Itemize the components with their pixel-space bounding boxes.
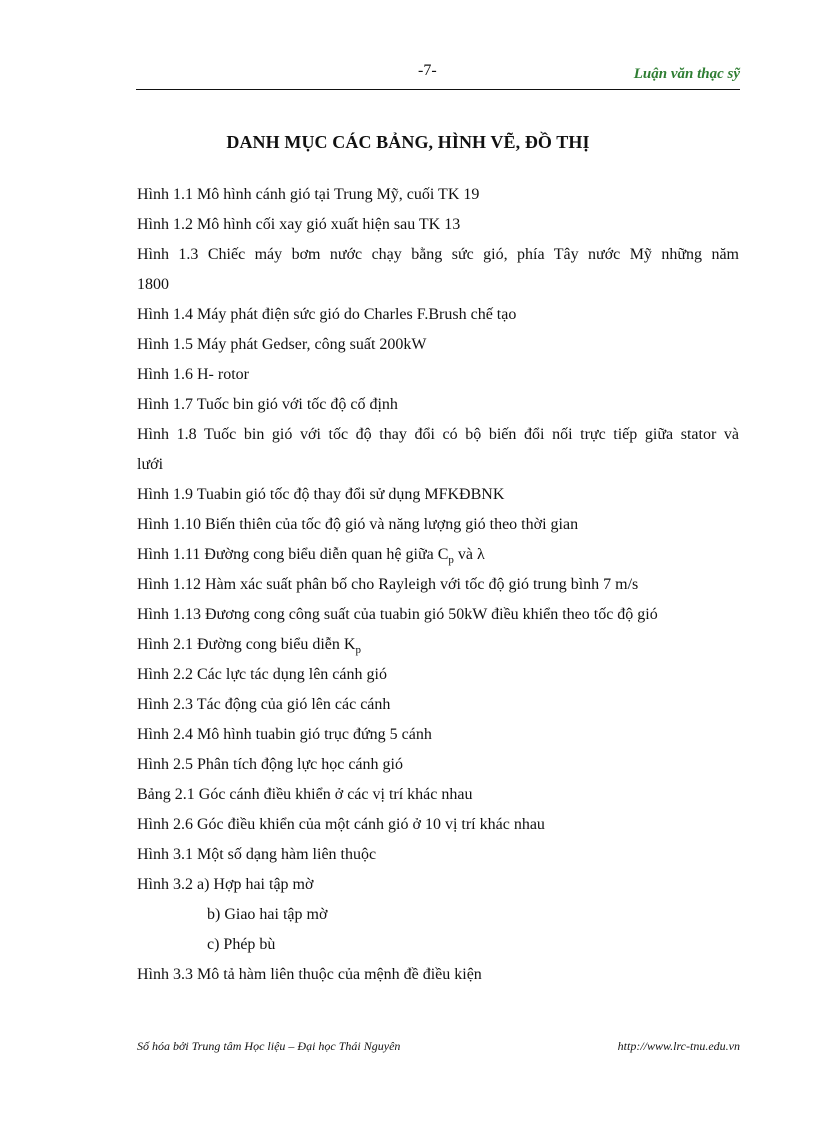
subscript: p <box>355 644 361 656</box>
header-title: Luận văn thạc sỹ <box>633 66 740 82</box>
list-item: Hình 1.8 Tuốc bin gió với tốc độ thay đổi có bộ biến đổi nối trực tiếp giữa stator và <box>137 426 739 443</box>
list-item: Hình 1.2 Mô hình cối xay gió xuất hiện sau TK 13 <box>137 216 461 233</box>
list-item: Hình 1.3 Chiếc máy bơm nước chạy bằng sức gió, phía Tây nước Mỹ những năm <box>137 246 739 263</box>
footer-source: Số hóa bởi Trung tâm Học liệu – Đại học Thái Nguyên <box>137 1039 401 1053</box>
list-item: Hình 1.10 Biến thiên của tốc độ gió và năng lượng gió theo thời gian <box>137 516 579 533</box>
list-item: Hình 2.5 Phân tích động lực học cánh gió <box>137 756 403 773</box>
list-item <box>137 630 739 660</box>
list-item-continuation: lưới <box>137 456 164 473</box>
footer-url: http://www.lrc-tnu.edu.vn <box>617 1039 740 1053</box>
list-item: Hình 2.3 Tác động của gió lên các cánh <box>137 696 391 713</box>
list-item-text: Hình 2.1 Đường cong biểu diễn K <box>137 636 356 653</box>
list-item: Hình 1.7 Tuốc bin gió với tốc độ cố định <box>137 396 398 413</box>
list-item: Hình 2.2 Các lực tác dụng lên cánh gió <box>137 666 387 683</box>
list-item-text: và λ <box>453 546 485 563</box>
list-item: Bảng 2.1 Góc cánh điều khiển ở các vị trí khác nhau <box>137 786 473 803</box>
list-item: Hình 1.12 Hàm xác suất phân bố cho Rayleigh với tốc độ gió trung bình 7 m/s <box>137 576 639 593</box>
list-item-sub: c) Phép bù <box>207 936 276 953</box>
list-item: Hình 1.13 Đương cong công suất của tuabin gió 50kW điều khiển theo tốc độ gió <box>137 606 658 623</box>
list-item: Hình 1.6 H- rotor <box>137 366 249 383</box>
header-rule <box>136 89 740 90</box>
list-item-continuation: 1800 <box>137 276 169 293</box>
list-item: Hình 3.1 Một số dạng hàm liên thuộc <box>137 846 377 863</box>
list-item: Hình 1.1 Mô hình cánh gió tại Trung Mỹ, cuối TK 19 <box>137 186 480 203</box>
list-item: Hình 1.4 Máy phát điện sức gió do Charles F.Brush chế tạo <box>137 306 517 323</box>
list-item: Hình 2.6 Góc điều khiển của một cánh gió ở 10 vị trí khác nhau <box>137 816 545 833</box>
list-item: Hình 1.9 Tuabin gió tốc độ thay đổi sử dụng MFKĐBNK <box>137 486 505 503</box>
list-item: Hình 1.5 Máy phát Gedser, công suất 200kW <box>137 336 427 353</box>
list-item-text: Hình 1.11 Đường cong biểu diễn quan hệ giữa C <box>137 546 449 563</box>
list-item: Hình 3.2 a) Hợp hai tập mờ <box>137 876 314 893</box>
subscript: p <box>448 554 454 566</box>
figure-list <box>137 180 739 990</box>
page-number: -7- <box>418 62 437 79</box>
list-item <box>137 540 739 570</box>
list-item: Hình 3.3 Mô tả hàm liên thuộc của mệnh đề điều kiện <box>137 966 482 983</box>
list-item-sub: b) Giao hai tập mờ <box>207 906 328 923</box>
document-title: DANH MỤC CÁC BẢNG, HÌNH VẼ, ĐỒ THỊ <box>226 132 590 152</box>
list-item: Hình 2.4 Mô hình tuabin gió trục đứng 5 cánh <box>137 726 432 743</box>
